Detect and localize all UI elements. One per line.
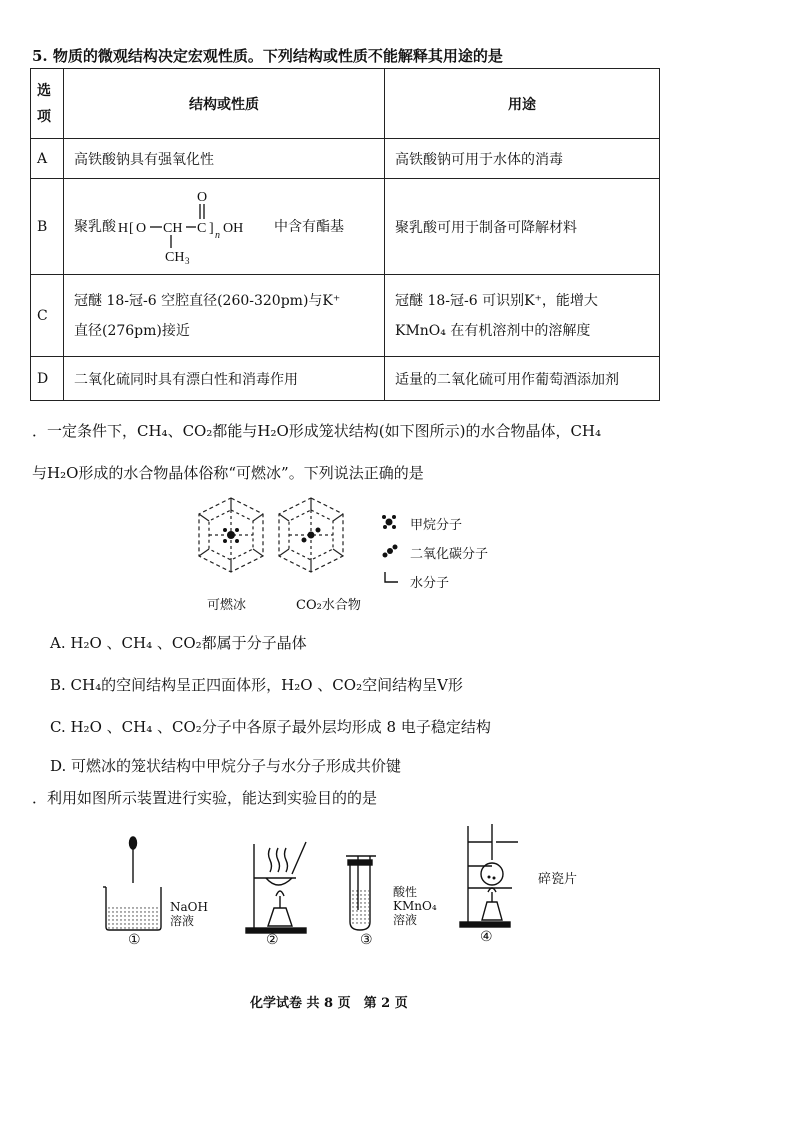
svg-text:CH: CH	[165, 249, 185, 265]
row-usage: 适量的二氧化硫可用作葡萄酒添加剂	[385, 357, 660, 401]
apparatus-number-1: ①	[128, 932, 141, 948]
table-row	[31, 275, 660, 357]
caption-co2-hydrate: CO₂水合物	[296, 598, 361, 613]
page-footer: 化学试卷 共 8 页 第 2 页	[250, 996, 408, 1011]
apparatus-4-distillation	[456, 820, 536, 935]
methane-molecule-icon	[386, 519, 393, 526]
apparatus-1-beaker	[100, 835, 170, 935]
q7-stem: ．利用如图所示装置进行实验，能达到实验目的的是	[32, 789, 378, 807]
svg-text:C: C	[197, 220, 207, 236]
q6-choice-a: A. H₂O 、CH₄ 、CO₂都属于分子晶体	[50, 634, 307, 652]
legend-water: 水分子	[410, 576, 450, 591]
svg-text:OH: OH	[223, 220, 244, 236]
table-row	[31, 179, 660, 275]
row-structure: 高铁酸钠具有强氧化性	[64, 139, 385, 179]
row-option: D	[31, 357, 64, 401]
header-usage: 用途	[385, 69, 660, 139]
apparatus-number-3: ③	[360, 932, 373, 948]
row-structure: 二氧化硫同时具有漂白性和消毒作用	[64, 357, 385, 401]
table-row	[31, 139, 660, 179]
row-option: C	[31, 275, 64, 357]
q6-stem-line2: 与H₂O形成的水合物晶体俗称“可燃冰”。下列说法正确的是	[32, 464, 424, 482]
row-structure: 冠醚 18-冠-6 空腔直径(260-320pm)与K⁺ 直径(276pm)接近	[64, 275, 385, 357]
q6-choice-d: D. 可燃冰的笼状结构中甲烷分子与水分子形成共价键	[50, 757, 402, 775]
water-molecule-icon	[385, 572, 398, 582]
q6-choice-c: C. H₂O 、CH₄ 、CO₂分子中各原子最外层均形成 8 电子稳定结构	[50, 718, 491, 736]
label-broken-porcelain: 碎瓷片	[538, 872, 578, 887]
polylactic-acid-formula	[116, 188, 274, 266]
legend-co2: 二氧化碳分子	[410, 547, 489, 562]
table-row	[31, 357, 660, 401]
q5-stem	[32, 45, 503, 66]
svg-text:CH: CH	[163, 220, 183, 236]
label-acidic-kmno4: 酸性 KMnO₄ 溶液	[393, 885, 437, 927]
row-option: A	[31, 139, 64, 179]
clathrate-cage-figure	[185, 490, 385, 595]
q6-stem-line1: ．一定条件下，CH₄、CO₂都能与H₂O形成笼状结构(如下图所示)的水合物晶体，CH₄	[32, 422, 602, 440]
row-usage: 聚乳酸可用于制备可降解材料	[385, 179, 660, 275]
svg-text:O: O	[136, 220, 147, 236]
row-structure: 聚乳酸 H [ O CH C ] n OH O CH 3 中含有酯基	[64, 179, 385, 275]
co2-molecule-icon	[383, 553, 388, 558]
label-naoh: NaOH 溶液	[170, 900, 208, 928]
apparatus-number-4: ④	[480, 929, 493, 945]
svg-text:H: H	[118, 220, 129, 236]
svg-text:O: O	[197, 189, 208, 205]
svg-text:]: ]	[209, 220, 214, 236]
q5-stem-text: 物质的微观结构决定宏观性质。下列结构或性质不能解释其用途的是	[52, 47, 503, 65]
q5-table	[30, 68, 660, 401]
header-structure: 结构或性质	[64, 69, 385, 139]
apparatus-number-2: ②	[266, 932, 279, 948]
row-usage: 冠醚 18-冠-6 可识别K⁺，能增大 KMnO₄ 在有机溶剂中的溶解度	[385, 275, 660, 357]
q5-number: 5.	[32, 47, 48, 65]
legend-methane: 甲烷分子	[410, 518, 463, 533]
row-usage: 高铁酸钠可用于水体的消毒	[385, 139, 660, 179]
caption-combustible-ice: 可燃冰	[207, 598, 247, 613]
apparatus-2-evaporation	[240, 838, 320, 938]
svg-text:n: n	[215, 229, 220, 241]
header-option: 选项	[31, 69, 64, 139]
table-header-row	[31, 69, 660, 139]
svg-text:[: [	[129, 220, 134, 236]
svg-text:3: 3	[185, 255, 190, 266]
row-option: B	[31, 179, 64, 275]
legend-symbols	[380, 512, 404, 592]
q6-choice-b: B. CH₄的空间结构呈正四面体形，H₂O 、CO₂空间结构呈V形	[50, 676, 463, 694]
apparatus-3-test-tube	[340, 850, 390, 935]
